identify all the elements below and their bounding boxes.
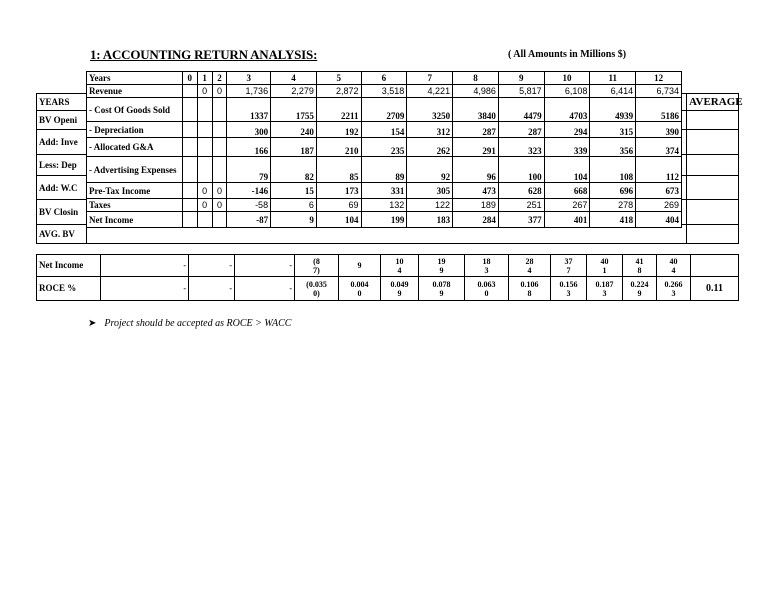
table-cell: 278: [590, 199, 636, 212]
table-cell: 251: [498, 199, 544, 212]
table-cell: 1755: [271, 98, 317, 122]
summary-cell: 0.106 8: [509, 277, 551, 301]
row-label: - Cost Of Goods Sold: [87, 98, 183, 122]
table-cell: 269: [636, 199, 682, 212]
table-row: [87, 212, 682, 228]
table-cell: 696: [590, 183, 636, 199]
summary-cell: 0.063 0: [465, 277, 509, 301]
table-cell: 4,221: [407, 85, 453, 98]
summary-cell: 40 4: [657, 255, 691, 277]
table-cell: 4703: [544, 98, 590, 122]
table-cell: 356: [590, 138, 636, 157]
table-cell: 628: [498, 183, 544, 199]
summary-cell: 28 4: [509, 255, 551, 277]
table-cell: 0: [197, 183, 212, 199]
row-label-add-investment: Add: Inve: [37, 130, 87, 155]
row-label-avg-bv: AVG. BV: [37, 225, 87, 244]
table-cell: 210: [316, 138, 361, 157]
table-cell: 315: [590, 122, 636, 138]
table-cell: 5,817: [498, 85, 544, 98]
summary-row-roce: [37, 277, 739, 301]
table-cell: 96: [453, 157, 499, 183]
table-cell: [197, 157, 212, 183]
table-cell: 187: [271, 138, 317, 157]
table-cell: 404: [636, 212, 682, 228]
summary-cell: 0.187 3: [587, 277, 623, 301]
table-cell: 192: [316, 122, 361, 138]
summary-cell: -: [235, 277, 295, 301]
table-cell: 473: [453, 183, 499, 199]
table-cell: 390: [636, 122, 682, 138]
table-cell: 0: [212, 85, 227, 98]
row-label: - Advertising Expenses: [87, 157, 183, 183]
summary-label: ROCE %: [37, 277, 101, 301]
table-cell: [182, 85, 197, 98]
table-cell: -87: [227, 212, 271, 228]
summary-cell: -: [235, 255, 295, 277]
table-cell: 3250: [407, 98, 453, 122]
table-row: [87, 122, 682, 138]
summary-cell: 0.156 3: [551, 277, 587, 301]
table-cell: -58: [227, 199, 271, 212]
summary-cell: (8 7): [295, 255, 339, 277]
table-cell: [212, 122, 227, 138]
average-header: AVERAGE: [687, 94, 739, 111]
table-row: [87, 85, 682, 98]
table-cell: 183: [407, 212, 453, 228]
summary-average: 0.11: [691, 277, 739, 301]
summary-cell: -: [101, 277, 189, 301]
table-cell: 2211: [316, 98, 361, 122]
table-cell: 5186: [636, 98, 682, 122]
page-title: 1: ACCOUNTING RETURN ANALYSIS:: [90, 47, 318, 62]
table-row: [87, 183, 682, 199]
summary-cell: 0.004 0: [339, 277, 381, 301]
row-label: - Allocated G&A: [87, 138, 183, 157]
table-cell: 15: [271, 183, 317, 199]
table-cell: 374: [636, 138, 682, 157]
table-cell: [212, 98, 227, 122]
table-cell: 0: [197, 199, 212, 212]
table-cell: 6,108: [544, 85, 590, 98]
row-label: Net Income: [87, 212, 183, 228]
income-table: [86, 71, 682, 228]
header-year: 0: [182, 72, 197, 85]
table-cell: 294: [544, 122, 590, 138]
table-cell: 108: [590, 157, 636, 183]
summary-cell: 0.266 3: [657, 277, 691, 301]
table-cell: 1,736: [227, 85, 271, 98]
arrow-bullet-icon: ➤: [88, 318, 97, 329]
table-cell: 104: [316, 212, 361, 228]
table-cell: -146: [227, 183, 271, 199]
table-cell: 122: [407, 199, 453, 212]
summary-cell: 0.049 9: [381, 277, 419, 301]
header-year: 11: [590, 72, 636, 85]
summary-cell: 10 4: [381, 255, 419, 277]
summary-cell: 9: [339, 255, 381, 277]
summary-cell: 18 3: [465, 255, 509, 277]
table-cell: 291: [453, 138, 499, 157]
table-cell: 262: [407, 138, 453, 157]
summary-cell: 37 7: [551, 255, 587, 277]
row-label: Revenue: [87, 85, 183, 98]
table-cell: 305: [407, 183, 453, 199]
row-label: Pre-Tax Income: [87, 183, 183, 199]
table-cell: 331: [361, 183, 407, 199]
header-year: 1: [197, 72, 212, 85]
table-cell: 3840: [453, 98, 499, 122]
table-row: [87, 199, 682, 212]
table-cell: 154: [361, 122, 407, 138]
table-cell: 2,872: [316, 85, 361, 98]
table-cell: 418: [590, 212, 636, 228]
table-cell: 401: [544, 212, 590, 228]
table-cell: 85: [316, 157, 361, 183]
header-years-label: Years: [87, 72, 183, 85]
table-row: [87, 98, 682, 122]
summary-label: Net Income: [37, 255, 101, 277]
row-label-add-working-capital: Add: W.C: [37, 176, 87, 200]
table-cell: [182, 183, 197, 199]
summary-cell: 40 1: [587, 255, 623, 277]
table-cell: 2709: [361, 98, 407, 122]
table-cell: 2,279: [271, 85, 317, 98]
table-cell: 92: [407, 157, 453, 183]
header-row: [87, 72, 682, 85]
table-cell: [182, 157, 197, 183]
table-cell: 82: [271, 157, 317, 183]
table-cell: 79: [227, 157, 271, 183]
table-cell: [182, 122, 197, 138]
header-year: 10: [544, 72, 590, 85]
table-cell: 673: [636, 183, 682, 199]
table-cell: 100: [498, 157, 544, 183]
summary-cell: -: [101, 255, 189, 277]
table-cell: 6,734: [636, 85, 682, 98]
table-cell: 377: [498, 212, 544, 228]
table-cell: [182, 199, 197, 212]
table-cell: 323: [498, 138, 544, 157]
summary-cell: -: [189, 277, 235, 301]
table-cell: 287: [453, 122, 499, 138]
table-cell: 173: [316, 183, 361, 199]
table-cell: 1337: [227, 98, 271, 122]
table-cell: 6: [271, 199, 317, 212]
header-year: 8: [453, 72, 499, 85]
summary-cell: 19 9: [419, 255, 465, 277]
row-label-less-depreciation: Less: Dep: [37, 155, 87, 176]
table-cell: 235: [361, 138, 407, 157]
table-cell: 267: [544, 199, 590, 212]
table-cell: [197, 138, 212, 157]
table-cell: 6,414: [590, 85, 636, 98]
table-cell: 339: [544, 138, 590, 157]
units-note: ( All Amounts in Millions $): [508, 49, 627, 60]
table-cell: [197, 122, 212, 138]
table-cell: 3,518: [361, 85, 407, 98]
table-cell: [182, 212, 197, 228]
header-year: 2: [212, 72, 227, 85]
table-cell: [182, 138, 197, 157]
table-cell: 300: [227, 122, 271, 138]
table-cell: 4,986: [453, 85, 499, 98]
table-cell: 284: [453, 212, 499, 228]
row-label-bv-closing: BV Closin: [37, 200, 87, 225]
row-label-years: YEARS: [37, 94, 87, 111]
table-cell: 4939: [590, 98, 636, 122]
table-row: [87, 138, 682, 157]
table-cell: [212, 212, 227, 228]
table-cell: [197, 98, 212, 122]
table-cell: [182, 98, 197, 122]
table-cell: 189: [453, 199, 499, 212]
table-cell: 104: [544, 157, 590, 183]
table-cell: 240: [271, 122, 317, 138]
table-row: [87, 157, 682, 183]
table-cell: 89: [361, 157, 407, 183]
table-cell: 69: [316, 199, 361, 212]
conclusion-note: [88, 318, 291, 329]
summary-average: [691, 255, 739, 277]
table-cell: 0: [212, 199, 227, 212]
table-cell: 112: [636, 157, 682, 183]
header-year: 12: [636, 72, 682, 85]
summary-cell: 0.224 9: [623, 277, 657, 301]
table-cell: [197, 212, 212, 228]
table-cell: 0: [197, 85, 212, 98]
summary-row-net-income: [37, 255, 739, 277]
table-cell: [212, 157, 227, 183]
summary-table: [36, 254, 739, 301]
table-cell: 166: [227, 138, 271, 157]
table-cell: 9: [271, 212, 317, 228]
header-year: 7: [407, 72, 453, 85]
table-cell: 132: [361, 199, 407, 212]
table-cell: 4479: [498, 98, 544, 122]
table-cell: [212, 138, 227, 157]
table-cell: 199: [361, 212, 407, 228]
row-label: - Depreciation: [87, 122, 183, 138]
row-label: Taxes: [87, 199, 183, 212]
conclusion-text: Project should be accepted as ROCE > WACC: [104, 318, 292, 329]
header-year: 9: [498, 72, 544, 85]
row-label-bv-opening: BV Openi: [37, 111, 87, 130]
table-cell: 0: [212, 183, 227, 199]
header-year: 6: [361, 72, 407, 85]
summary-cell: (0.035 0): [295, 277, 339, 301]
summary-cell: 0.078 9: [419, 277, 465, 301]
table-cell: 668: [544, 183, 590, 199]
table-cell: 312: [407, 122, 453, 138]
summary-cell: -: [189, 255, 235, 277]
header-year: 4: [271, 72, 317, 85]
summary-cell: 41 8: [623, 255, 657, 277]
header-year: 5: [316, 72, 361, 85]
header-year: 3: [227, 72, 271, 85]
table-cell: 287: [498, 122, 544, 138]
